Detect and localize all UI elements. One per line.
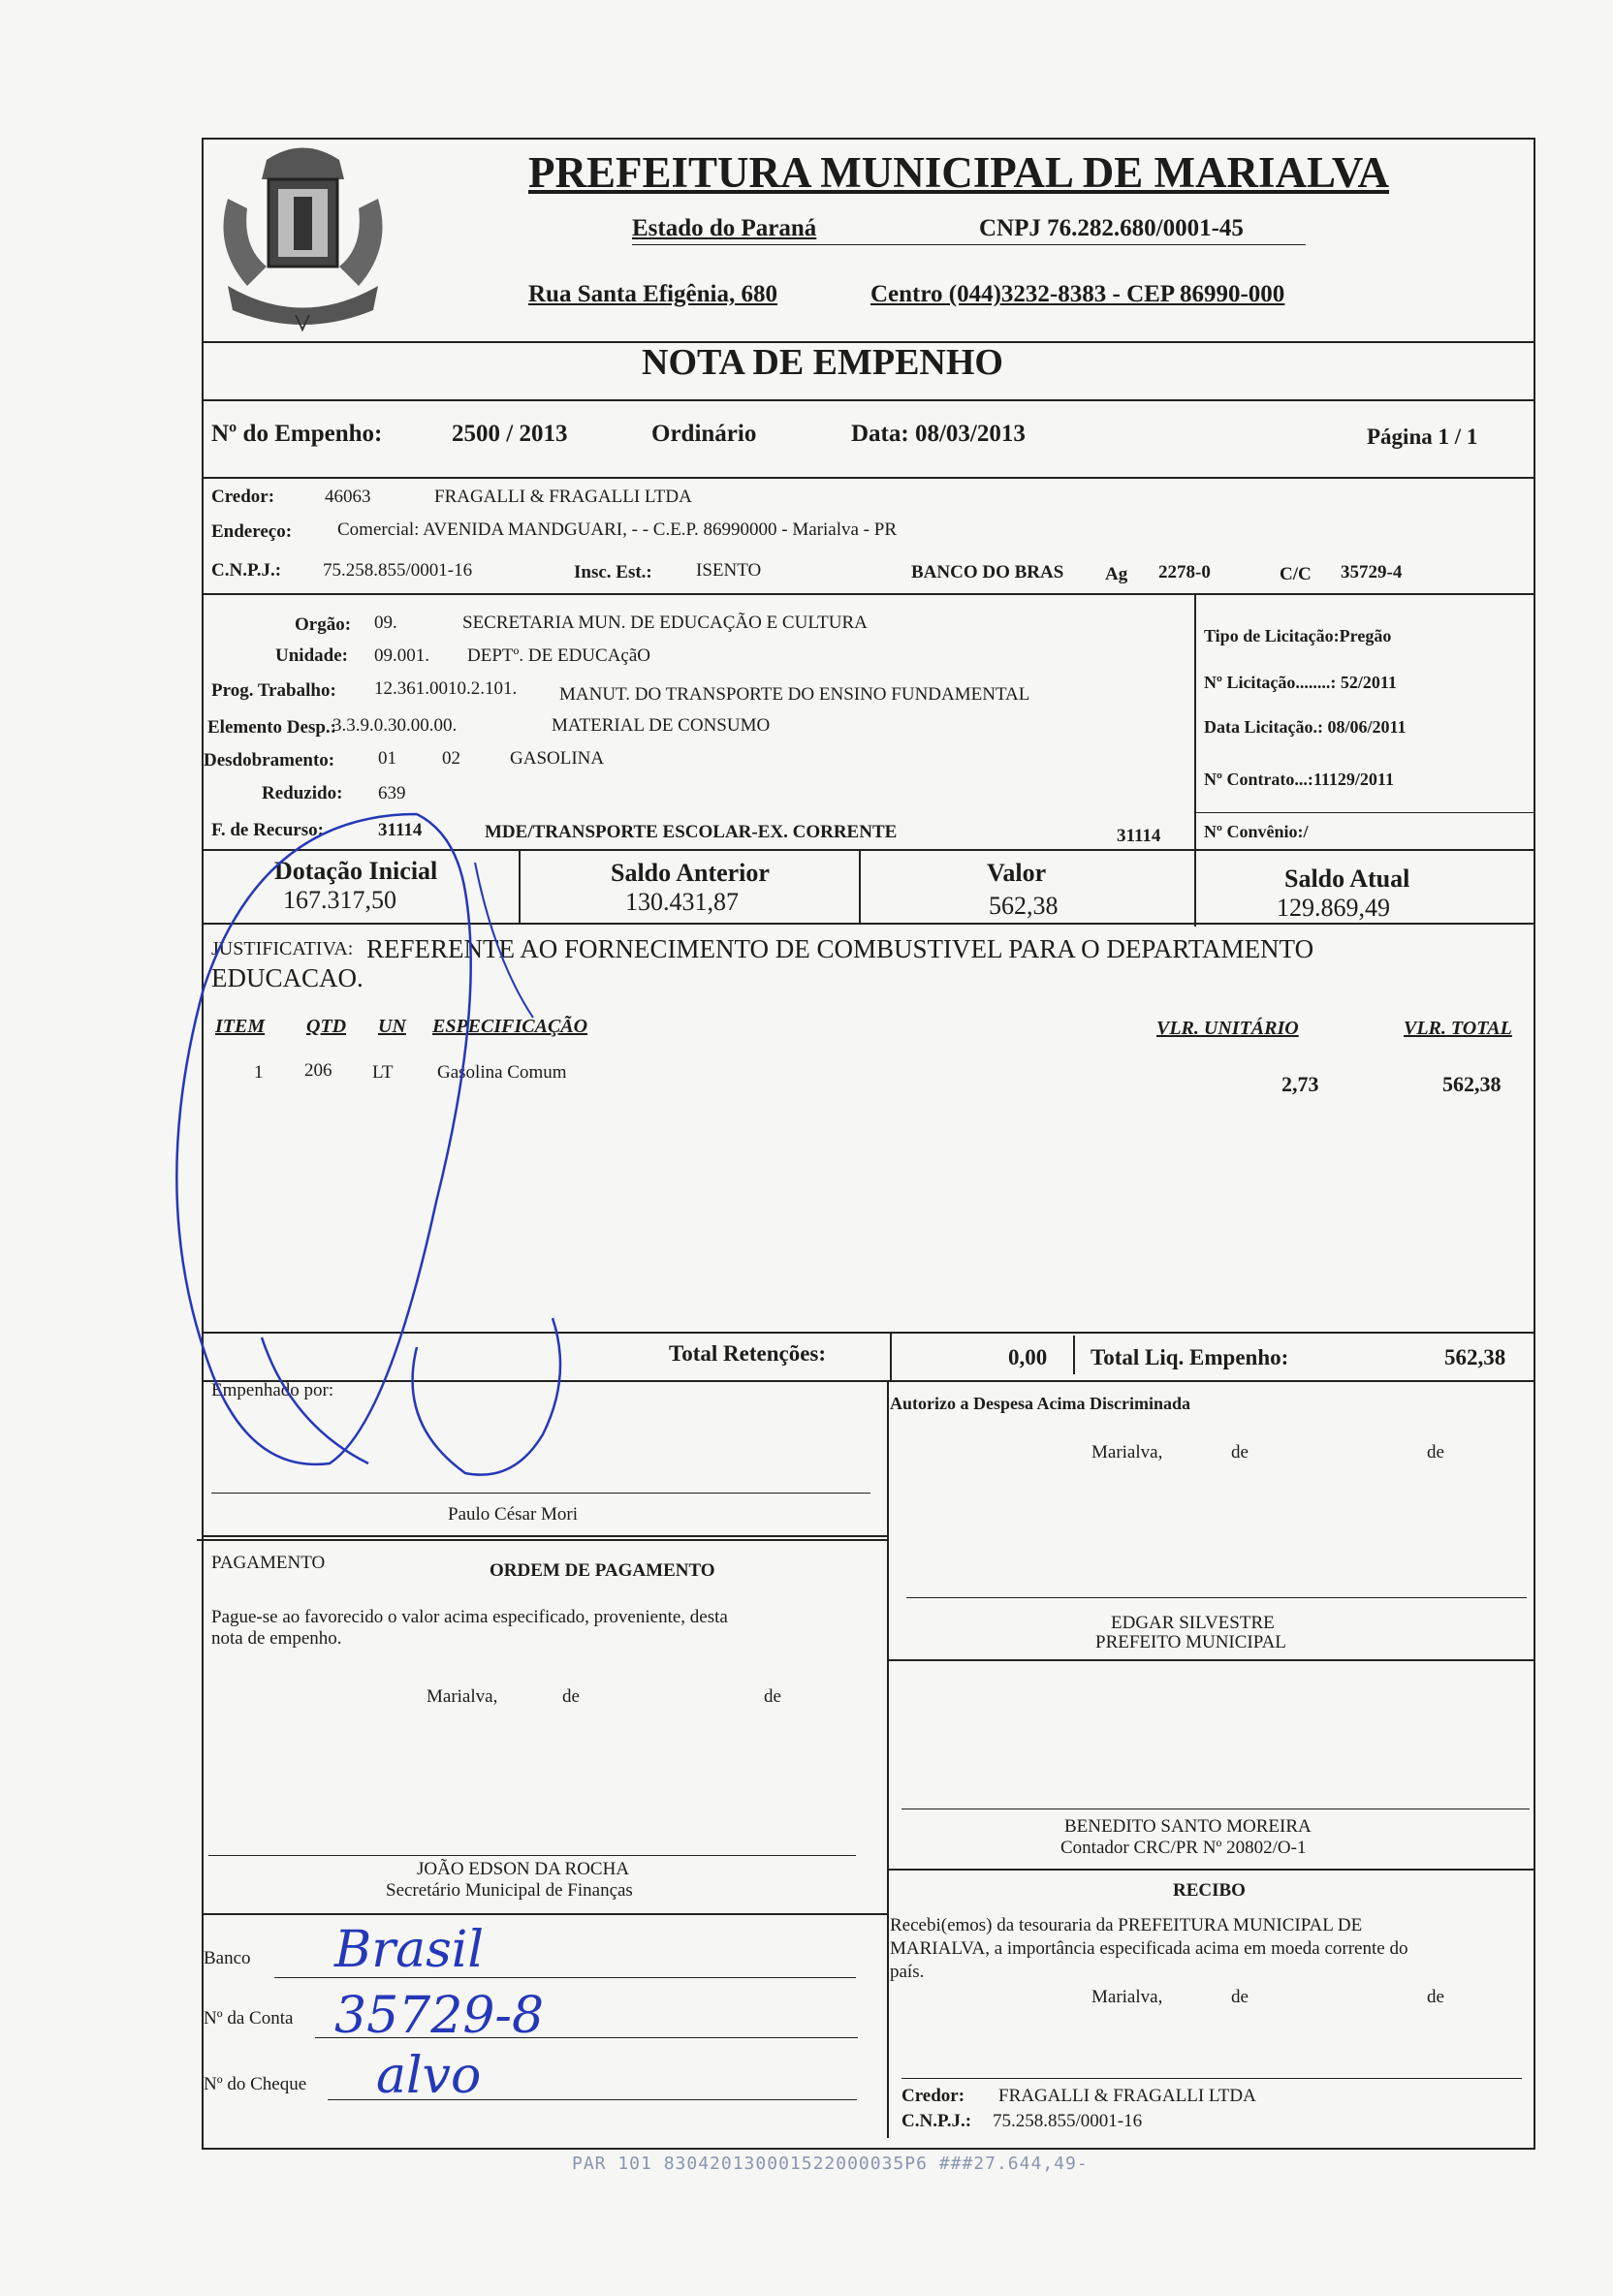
saldo-atual: 129.869,49: [1277, 894, 1390, 922]
municipality-title: PREFEITURA MUNICIPAL DE MARIALVA: [528, 148, 1390, 197]
saldo-anterior: 130.431,87: [625, 888, 739, 916]
header-street: Rua Santa Efigênia, 680: [528, 281, 777, 307]
total-retencoes: 0,00: [1008, 1345, 1048, 1369]
secretario-role: Secretário Municipal de Finanças: [386, 1880, 633, 1901]
bank-name: BANCO DO BRAS: [911, 562, 1064, 582]
page-number: Página 1 / 1: [1367, 425, 1478, 449]
handwritten-banco: Brasil: [334, 1921, 485, 1979]
credor-code: 46063: [325, 487, 371, 507]
empenho-number-label: Nº do Empenho:: [211, 421, 383, 447]
empenho-number: 2500 / 2013: [452, 421, 568, 447]
programa-name: MANUT. DO TRANSPORTE DO ENSINO FUNDAMENTAL: [559, 684, 1030, 705]
unidade-name: DEPTº. DE EDUCAçãO: [467, 645, 650, 666]
doc-title: NOTA DE EMPENHO: [642, 342, 1003, 383]
contador-role: Contador CRC/PR Nº 20802/O-1: [1060, 1838, 1307, 1858]
bank-account: 35729-4: [1341, 562, 1403, 582]
empenho-date: Data: 08/03/2013: [851, 421, 1026, 447]
handwritten-conta: 35729-8: [334, 1987, 545, 2045]
header-cnpj: CNPJ 76.282.680/0001-45: [979, 215, 1244, 241]
item-spec: Gasolina Comum: [437, 1062, 567, 1083]
state-label: Estado do Paraná: [632, 215, 817, 241]
dotacao-inicial: 167.317,50: [283, 886, 396, 914]
contador-name: BENEDITO SANTO MOREIRA: [1064, 1816, 1312, 1837]
numero-contrato: Nº Contrato...:11129/2011: [1204, 770, 1394, 789]
valor: 562,38: [989, 892, 1059, 920]
data-licitacao: Data Licitação.: 08/06/2011: [1204, 717, 1407, 737]
justificativa-text: REFERENTE AO FORNECIMENTO DE COMBUSTIVEL PARA O DEPARTAMENTO: [366, 934, 1314, 963]
total-liquido: 562,38: [1444, 1345, 1506, 1369]
recibo-cnpj: 75.258.855/0001-16: [993, 2111, 1143, 2131]
fonte-name: MDE/TRANSPORTE ESCOLAR-EX. CORRENTE: [485, 822, 898, 842]
handwritten-cheque: alvo: [376, 2047, 482, 2105]
desdobramento-name: GASOLINA: [510, 748, 605, 769]
tipo-licitacao: Tipo de Licitação:Pregão: [1204, 626, 1392, 645]
pen-annotation: [145, 795, 688, 1512]
item-unit-value: 2,73: [1281, 1072, 1319, 1096]
prefeito-role: PREFEITO MUNICIPAL: [1095, 1632, 1286, 1652]
numero-licitacao: Nº Licitação........: 52/2011: [1204, 673, 1397, 692]
bank-agency: 2278-0: [1158, 562, 1211, 582]
empenhado-name: Paulo César Mori: [448, 1504, 579, 1525]
empenho-type: Ordinário: [651, 421, 757, 447]
credor-ie: ISENTO: [696, 560, 762, 581]
authentication-stamp: PAR 101 830420130001522000035P6 ###27.644,49-: [572, 2154, 1089, 2174]
prefeito-name: EDGAR SILVESTRE: [1111, 1613, 1275, 1633]
numero-convenio: Nº Convênio:/: [1204, 822, 1309, 841]
credor-name: FRAGALLI & FRAGALLI LTDA: [434, 487, 692, 507]
elemento-name: MATERIAL DE CONSUMO: [552, 715, 771, 736]
secretario-name: JOÃO EDSON DA ROCHA: [417, 1859, 630, 1879]
recibo-credor: FRAGALLI & FRAGALLI LTDA: [998, 2086, 1256, 2106]
orgao-name: SECRETARIA MUN. DE EDUCAÇÃO E CULTURA: [462, 613, 868, 633]
header-address: Centro (044)3232-8383 - CEP 86990-000: [870, 281, 1285, 307]
credor-cnpj: 75.258.855/0001-16: [323, 560, 473, 581]
credor-address: Comercial: AVENIDA MANDGUARI, - - C.E.P. 86990000 - Marialva - PR: [337, 519, 897, 540]
item-total-value: 562,38: [1442, 1072, 1502, 1096]
